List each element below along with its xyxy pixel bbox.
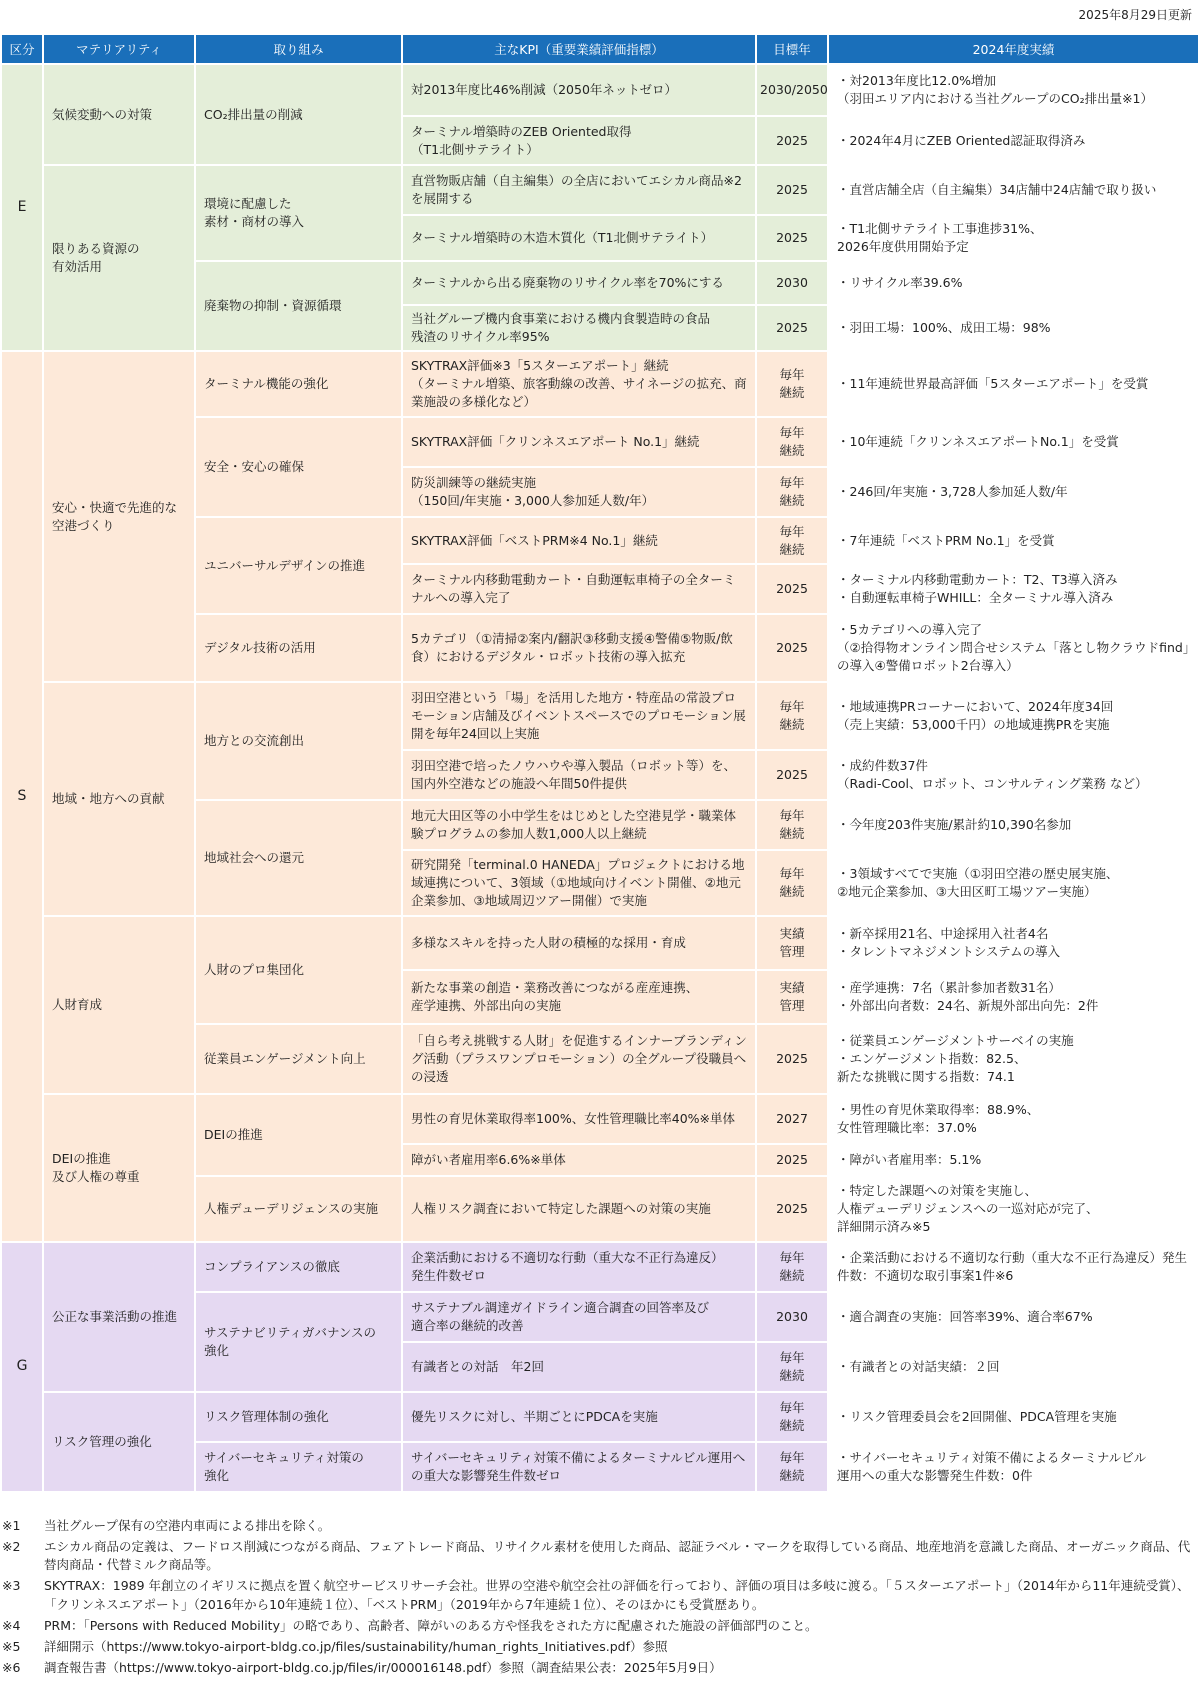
- kpi-cell: 男性の育児休業取得率100%、女性管理職比率40%※単体: [403, 1095, 755, 1143]
- target-year-cell: 2025: [757, 615, 827, 681]
- footnote: [0, 1517, 1200, 1535]
- initiative-cell: デジタル技術の活用: [196, 615, 401, 681]
- kpi-cell: サステナブル調達ガイドライン適合調査の回答率及び 適合率の継続的改善: [403, 1293, 755, 1341]
- table-header-row: [2, 35, 1198, 63]
- initiative-cell: 廃棄物の抑制・資源循環: [196, 262, 401, 350]
- kpi-cell: 羽田空港で培ったノウハウや導入製品（ロボット等）を、 国内外空港などの施設へ年間50件提供: [403, 751, 755, 799]
- target-year-cell: 毎年 継続: [757, 801, 827, 849]
- result-cell: ・直営店舗全店（自主編集）34店舗中24店舗で取り扱い: [829, 166, 1198, 214]
- result-cell: ・T1北側サテライト工事進捗31%、 2026年度供用開始予定: [829, 216, 1198, 260]
- target-year-cell: 2025: [757, 1145, 827, 1175]
- materiality-table: [0, 33, 1200, 1493]
- footnote: [0, 1538, 1200, 1574]
- footnote-text: 調査報告書（https://www.tokyo-airport-bldg.co.jp/files/ir/000016148.pdf）参照（調査結果公表：2025年5月9日）: [44, 1659, 722, 1675]
- materiality-cell: 気候変動への対策: [44, 65, 194, 164]
- update-date: 2025年8月29日更新: [1078, 8, 1192, 22]
- materiality-cell: 公正な事業活動の推進: [44, 1243, 194, 1391]
- initiative-cell: サステナビリティガバナンスの 強化: [196, 1293, 401, 1391]
- header-materiality: マテリアリティ: [44, 35, 194, 63]
- footnote-mark: ※1: [2, 1518, 21, 1533]
- footnote-mark: ※2: [2, 1539, 21, 1555]
- footnote-text: SKYTRAX：1989 年創立のイギリスに拠点を置く航空サービスリサーチ会社。世界の空港や航空会社の評価を行っており、評価の項目は多岐に渡る。「５スターエアポート」（2014年から11年連続受賞）、「クリンネスエアポート」（2016年から10年連続１位）、「ベストPRM」（2019年から7年連続１位）、そのほかにも受賞歴あり。: [44, 1578, 1190, 1612]
- footnote-mark: ※4: [2, 1617, 21, 1633]
- category-cell: G: [2, 1243, 42, 1491]
- target-year-cell: 毎年 継続: [757, 851, 827, 915]
- kpi-cell: サイバーセキュリティ対策不備によるターミナルビル運用への重大な影響発生件数ゼロ: [403, 1443, 755, 1491]
- target-year-cell: 2030: [757, 1293, 827, 1341]
- footnote-text: エシカル商品の定義は、フードロス削減につながる商品、フェアトレード商品、リサイクル素材を使用した商品、認証ラベル・マークを取得している商品、地産地消を意識した商品、オーガニック商品、代替肉商品・代替ミルク商品等。: [44, 1539, 1191, 1573]
- initiative-cell: 環境に配慮した 素材・商材の導入: [196, 166, 401, 260]
- result-cell: ・産学連携：7名（累計参加者数31名） ・外部出向者数：24名、新規外部出向先：2件: [829, 971, 1198, 1023]
- target-year-cell: 毎年 継続: [757, 1443, 827, 1491]
- footnote-mark: ※6: [2, 1659, 21, 1675]
- kpi-cell: SKYTRAX評価「クリンネスエアポート No.1」継続: [403, 418, 755, 466]
- initiative-cell: コンプライアンスの徹底: [196, 1243, 401, 1291]
- result-cell: ・リサイクル率39.6%: [829, 262, 1198, 304]
- result-cell: ・有識者との対話実績：２回: [829, 1343, 1198, 1391]
- result-cell: ・新卒採用21名、中途採用入社者4名 ・タレントマネジメントシステムの導入: [829, 917, 1198, 969]
- header-results: 2024年度実績: [829, 35, 1198, 63]
- target-year-cell: 2025: [757, 565, 827, 613]
- kpi-cell: ターミナル増築時の木造木質化（T1北側サテライト）: [403, 216, 755, 260]
- footnote-text: 詳細開示（https://www.tokyo-airport-bldg.co.jp/files/sustainability/human_rights_Initiatives.pdf）参照: [44, 1638, 668, 1654]
- initiative-cell: 地方との交流創出: [196, 683, 401, 799]
- footnote-mark: ※3: [2, 1578, 21, 1594]
- table-row: [2, 166, 1198, 214]
- footnote: [0, 1577, 1200, 1613]
- table-row: [2, 65, 1198, 115]
- target-year-cell: 2025: [757, 1025, 827, 1093]
- kpi-cell: 障がい者雇用率6.6%※単体: [403, 1145, 755, 1175]
- header-target-year: 目標年: [757, 35, 827, 63]
- result-cell: ・地域連携PRコーナーにおいて、2024年度34回 （売上実績：53,000千円）の地域連携PRを実施: [829, 683, 1198, 749]
- materiality-cell: 地域・地方への貢献: [44, 683, 194, 915]
- result-cell: ・5カテゴリへの導入完了 （②拾得物オンライン問合せシステム「落とし物クラウドfind」の導入④警備ロボット2台導入）: [829, 615, 1198, 681]
- result-cell: ・男性の育児休業取得率：88.9%、 女性管理職比率：37.0%: [829, 1095, 1198, 1143]
- header-kpi: 主なKPI（重要業績評価指標）: [403, 35, 755, 63]
- initiative-cell: 安全・安心の確保: [196, 418, 401, 516]
- target-year-cell: 2030: [757, 262, 827, 304]
- target-year-cell: 実績 管理: [757, 917, 827, 969]
- target-year-cell: 毎年 継続: [757, 1243, 827, 1291]
- result-cell: ・246回/年実施・3,728人参加延人数/年: [829, 468, 1198, 516]
- table-row: [2, 1095, 1198, 1143]
- materiality-cell: リスク管理の強化: [44, 1393, 194, 1491]
- target-year-cell: 毎年 継続: [757, 1393, 827, 1441]
- kpi-cell: 当社グループ機内食事業における機内食製造時の食品 残渣のリサイクル率95%: [403, 306, 755, 350]
- initiative-cell: 地域社会への還元: [196, 801, 401, 915]
- target-year-cell: 2025: [757, 216, 827, 260]
- kpi-cell: 「自ら考え挑戦する人財」を促進するインナーブランディング活動（プラスワンプロモーション）の全グループ役職員への浸透: [403, 1025, 755, 1093]
- initiative-cell: サイバーセキュリティ対策の 強化: [196, 1443, 401, 1491]
- kpi-cell: ターミナル内移動電動カート・自動運転車椅子の全ターミナルへの導入完了: [403, 565, 755, 613]
- initiative-cell: ターミナル機能の強化: [196, 352, 401, 416]
- table-row: [2, 1393, 1198, 1441]
- materiality-cell: DEIの推進 及び人権の尊重: [44, 1095, 194, 1241]
- result-cell: ・ターミナル内移動電動カート：T2、T3導入済み ・自動運転車椅子WHILL：全ターミナル導入済み: [829, 565, 1198, 613]
- target-year-cell: 毎年 継続: [757, 468, 827, 516]
- result-cell: ・障がい者雇用率：5.1%: [829, 1145, 1198, 1175]
- result-cell: ・サイバーセキュリティ対策不備によるターミナルビル 運用への重大な影響発生件数：0件: [829, 1443, 1198, 1491]
- footnote-text: 当社グループ保有の空港内車両による排出を除く。: [44, 1518, 331, 1533]
- header-category: 区分: [2, 35, 42, 63]
- target-year-cell: 毎年 継続: [757, 1343, 827, 1391]
- kpi-cell: 5カテゴリ（①清掃②案内/翻訳③移動支援④警備⑤物販/飲食）におけるデジタル・ロボット技術の導入拡充: [403, 615, 755, 681]
- header-initiative: 取り組み: [196, 35, 401, 63]
- materiality-cell: 安心・快適で先進的な 空港づくり: [44, 352, 194, 681]
- kpi-cell: 対2013年度比46%削減（2050年ネットゼロ）: [403, 65, 755, 115]
- result-cell: ・11年連続世界最高評価「5スターエアポート」を受賞: [829, 352, 1198, 416]
- target-year-cell: 2025: [757, 117, 827, 164]
- result-cell: ・2024年4月にZEB Oriented認証取得済み: [829, 117, 1198, 164]
- table-row: [2, 1243, 1198, 1291]
- kpi-cell: 地元大田区等の小中学生をはじめとした空港見学・職業体験プログラムの参加人数1,000人以上継続: [403, 801, 755, 849]
- target-year-cell: 毎年 継続: [757, 352, 827, 416]
- result-cell: ・10年連続「クリンネスエアポートNo.1」を受賞: [829, 418, 1198, 466]
- table-row: [2, 917, 1198, 969]
- kpi-cell: 防災訓練等の継続実施 （150回/年実施・3,000人参加延人数/年）: [403, 468, 755, 516]
- kpi-cell: SKYTRAX評価※3「5スターエアポート」継続 （ターミナル増築、旅客動線の改善、サイネージの拡充、商業施設の多様化など）: [403, 352, 755, 416]
- kpi-cell: 優先リスクに対し、半期ごとにPDCAを実施: [403, 1393, 755, 1441]
- kpi-cell: 企業活動における不適切な行動（重大な不正行為違反） 発生件数ゼロ: [403, 1243, 755, 1291]
- target-year-cell: 毎年 継続: [757, 518, 827, 563]
- footnote: [0, 1659, 1200, 1677]
- category-cell: E: [2, 65, 42, 350]
- footnote: [0, 1617, 1200, 1635]
- kpi-cell: 多様なスキルを持った人財の積極的な採用・育成: [403, 917, 755, 969]
- initiative-cell: 人財のプロ集団化: [196, 917, 401, 1023]
- result-cell: ・7年連続「ベストPRM No.1」を受賞: [829, 518, 1198, 563]
- result-cell: ・従業員エンゲージメントサーベイの実施 ・エンゲージメント指数：82.5、 新たな挑戦に関する指数：74.1: [829, 1025, 1198, 1093]
- initiative-cell: リスク管理体制の強化: [196, 1393, 401, 1441]
- kpi-cell: SKYTRAX評価「ベストPRM※4 No.1」継続: [403, 518, 755, 563]
- materiality-cell: 限りある資源の 有効活用: [44, 166, 194, 350]
- kpi-cell: 新たな事業の創造・業務改善につながる産産連携、 産学連携、外部出向の実施: [403, 971, 755, 1023]
- initiative-cell: ユニバーサルデザインの推進: [196, 518, 401, 613]
- target-year-cell: 2027: [757, 1095, 827, 1143]
- initiative-cell: DEIの推進: [196, 1095, 401, 1175]
- kpi-cell: ターミナルから出る廃棄物のリサイクル率を70%にする: [403, 262, 755, 304]
- initiative-cell: 人権デューデリジェンスの実施: [196, 1177, 401, 1241]
- result-cell: ・羽田工場：100%、成田工場：98%: [829, 306, 1198, 350]
- footnote-text: PRM：「Persons with Reduced Mobility」の略であり、高齢者、障がいのある方や怪我をされた方に配慮された施設の評価部門のこと。: [44, 1617, 818, 1633]
- materiality-cell: 人財育成: [44, 917, 194, 1093]
- table-row: [2, 352, 1198, 416]
- footnote: [0, 1638, 1200, 1656]
- kpi-cell: 羽田空港という「場」を活用した地方・特産品の常設プロモーション店舗及びイベントスペースでのプロモーション展開を毎年24回以上実施: [403, 683, 755, 749]
- target-year-cell: 2025: [757, 1177, 827, 1241]
- initiative-cell: 従業員エンゲージメント向上: [196, 1025, 401, 1093]
- target-year-cell: 2030/2050: [757, 65, 827, 115]
- target-year-cell: 2025: [757, 751, 827, 799]
- target-year-cell: 2025: [757, 166, 827, 214]
- footnote-mark: ※5: [2, 1638, 21, 1654]
- target-year-cell: 毎年 継続: [757, 418, 827, 466]
- result-cell: ・適合調査の実施：回答率39%、適合率67%: [829, 1293, 1198, 1341]
- category-cell: S: [2, 352, 42, 1241]
- result-cell: ・成約件数37件 （Radi-Cool、ロボット、コンサルティング業務 など）: [829, 751, 1198, 799]
- result-cell: ・企業活動における不適切な行動（重大な不正行為違反）発生件数：不適切な取引事案1件※6: [829, 1243, 1198, 1291]
- kpi-cell: 有識者との対話 年2回: [403, 1343, 755, 1391]
- kpi-cell: 研究開発「terminal.0 HANEDA」プロジェクトにおける地域連携について、3領域（①地域向けイベント開催、②地元企業参加、③地域周辺ツアー開催）で実施: [403, 851, 755, 915]
- target-year-cell: 2025: [757, 306, 827, 350]
- kpi-cell: 人権リスク調査において特定した課題への対策の実施: [403, 1177, 755, 1241]
- footnotes: [0, 1517, 1200, 1680]
- result-cell: ・今年度203件実施/累計約10,390名参加: [829, 801, 1198, 849]
- table-row: [2, 683, 1198, 749]
- result-cell: ・3領域すべてで実施（①羽田空港の歴史展実施、 ②地元企業参加、③大田区町工場ツアー実施）: [829, 851, 1198, 915]
- initiative-cell: CO₂排出量の削減: [196, 65, 401, 164]
- result-cell: ・特定した課題への対策を実施し、 人権デューデリジェンスへの一巡対応が完了、 詳細開示済み※5: [829, 1177, 1198, 1241]
- target-year-cell: 毎年 継続: [757, 683, 827, 749]
- kpi-cell: ターミナル増築時のZEB Oriented取得 （T1北側サテライト）: [403, 117, 755, 164]
- result-cell: ・リスク管理委員会を2回開催、PDCA管理を実施: [829, 1393, 1198, 1441]
- result-cell: ・対2013年度比12.0%増加 （羽田エリア内における当社グループのCO₂排出量※1）: [829, 65, 1198, 115]
- target-year-cell: 実績 管理: [757, 971, 827, 1023]
- kpi-cell: 直営物販店舗（自主編集）の全店においてエシカル商品※2 を展開する: [403, 166, 755, 214]
